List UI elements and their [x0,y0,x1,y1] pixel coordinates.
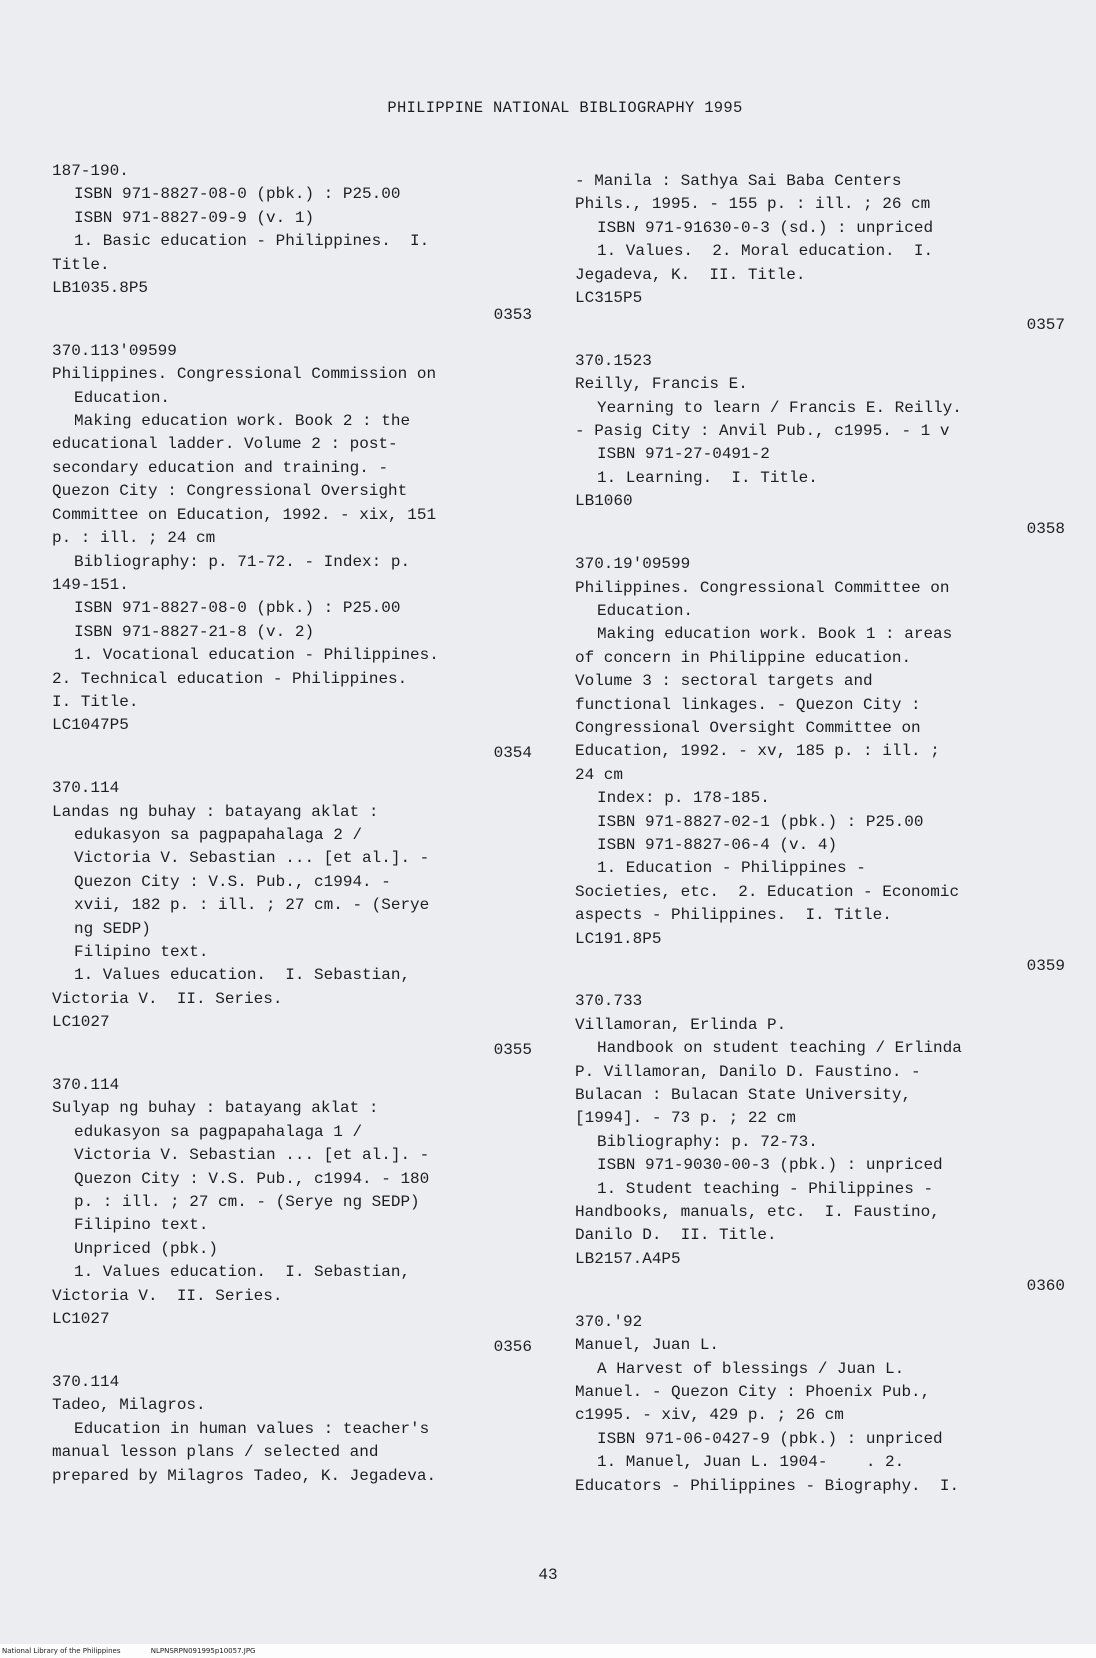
entry-line: Filipino text. [74,1216,209,1235]
entry-line: 1. Basic education - Philippines. I. [74,232,430,251]
entry-line: manual lesson plans / selected and [52,1443,379,1462]
entry-line: Making education work. Book 1 : areas [597,625,953,644]
entry-line: Title. [52,255,110,274]
entry-line: LC1027 [52,1013,110,1032]
left-column [52,160,532,1500]
entry-line: 1. Learning. I. Title. [597,468,818,487]
bibliography-entry [52,777,532,1062]
page-title: PHILIPPINE NATIONAL BIBLIOGRAPHY 1995 [387,99,743,117]
entry-line: 1. Manuel, Juan L. 1904- . 2. [597,1453,905,1472]
entry-line: 370.113'09599 [52,341,177,360]
entry-line: Sulyap ng buhay : batayang aklat : [52,1099,379,1118]
entry-line: ISBN 971-06-0427-9 (pbk.) : unpriced [597,1429,943,1448]
bibliography-entry [52,1074,532,1359]
entry-line: 24 cm [575,765,624,784]
entry-line: Volume 3 : sectoral targets and [575,672,873,691]
entry-line: LB2157.A4P5 [575,1249,681,1268]
footer-file-name: NLPNSRPN091995p10057.JPG [150,1647,256,1655]
entry-number: 0353 [493,306,532,325]
entry-line: P. Villamoran, Danilo D. Faustino. - [575,1062,921,1081]
entry-line: Committee on Education, 1992. - xix, 151 [52,505,437,524]
entry-line: edukasyon sa pagpapahalaga 2 / [74,825,363,844]
entry-number: 0359 [1026,957,1065,975]
entry-line: 370.19'09599 [575,555,691,574]
entry-line: A Harvest of blessings / Juan L. [597,1359,905,1378]
entry-line: ISBN 971-8827-06-4 (v. 4) [597,835,838,854]
entry-line: Unpriced (pbk.) [74,1239,219,1258]
bibliography-entry [575,990,1065,1298]
entry-line: 2. Technical education - Philippines. [52,669,408,688]
entry-line: Yearning to learn / Francis E. Reilly. [597,398,962,417]
entry-line: xvii, 182 p. : ill. ; 27 cm. - (Serye [74,896,430,915]
entry-line: Education. [597,601,694,620]
entry-line: Victoria V. Sebastian ... [et al.]. - [74,1146,430,1165]
entry-line: ISBN 971-8827-08-0 (pbk.) : P25.00 [74,185,401,204]
entry-line: Making education work. Book 2 : the [74,412,411,431]
entry-line: 370.114 [52,779,120,798]
entry-line: Manuel. - Quezon City : Phoenix Pub., [575,1382,931,1401]
entry-line: Victoria V. II. Series. [52,1286,283,1305]
scan-footer [0,1644,1096,1658]
entry-line: Landas ng buhay : batayang aklat : [52,802,379,821]
entry-line: LC1027 [52,1310,110,1329]
entry-line: Congressional Oversight Committee on [575,718,921,737]
entry-line: p. : ill. ; 24 cm [52,529,216,548]
entry-line: Phils., 1995. - 155 p. : ill. ; 26 cm [575,195,931,214]
entry-line: Quezon City : V.S. Pub., c1994. - 180 [74,1169,430,1188]
entry-line: aspects - Philippines. I. Title. [575,906,892,925]
entry-number: 0360 [1026,1277,1065,1296]
page-number: 43 [538,1566,558,1584]
entry-line: Villamoran, Erlinda P. [575,1015,787,1034]
entry-line: 370.1523 [575,351,652,370]
entry-line: c1995. - xiv, 429 p. ; 26 cm [575,1406,844,1425]
entry-line: 370.114 [52,1076,120,1095]
entry-line: Quezon City : V.S. Pub., c1994. - [74,872,391,891]
entry-line: Quezon City : Congressional Oversight [52,482,408,501]
entry-line: LB1035.8P5 [52,279,149,298]
bibliography-entry [575,170,1065,338]
entry-line: Victoria V. II. Series. [52,989,283,1008]
entry-number: 0357 [1026,316,1065,335]
entry-line: [1994]. - 73 p. ; 22 cm [575,1109,796,1128]
entry-line: 1. Values education. I. Sebastian, [74,1263,411,1282]
entry-line: ISBN 971-8827-21-8 (v. 2) [74,622,315,641]
entry-line: Index: p. 178-185. [597,789,770,808]
entry-line: Bibliography: p. 72-73. [597,1132,818,1151]
entry-line: Societies, etc. 2. Education - Economic [575,882,960,901]
entry-line: ng SEDP) [74,919,151,938]
entry-line: Education. [74,388,171,407]
entry-line: secondary education and training. - [52,458,389,477]
entry-line: 1. Vocational education - Philippines. [74,646,439,665]
entry-line: Philippines. Congressional Committee on [575,578,950,597]
entry-number: 0356 [493,1337,532,1356]
entry-line: Philippines. Congressional Commission on [52,365,437,384]
entry-line: LC315P5 [575,289,643,308]
entry-number: 0354 [493,743,532,762]
entry-line: Handbook on student teaching / Erlinda [597,1039,962,1058]
entry-line: LC191.8P5 [575,929,662,948]
entry-line: Jegadeva, K. II. Title. [575,265,806,284]
entry-line: Educators - Philippines - Biography. I. [575,1476,960,1495]
entry-line: 370.114 [52,1372,120,1391]
entry-line: Bibliography: p. 71-72. - Index: p. [74,552,411,571]
entry-line: LB1060 [575,492,633,511]
bibliography-entry [575,1311,1065,1510]
entry-line: 1. Values. 2. Moral education. I. [597,242,934,261]
entry-line: Tadeo, Milagros. [52,1396,206,1415]
bibliography-entry [52,340,532,765]
entry-line: 370.733 [575,992,643,1011]
entry-line: educational ladder. Volume 2 : post- [52,435,398,454]
entry-line: Reilly, Francis E. [575,375,748,394]
entry-line: functional linkages. - Quezon City : [575,695,921,714]
entry-line: Bulacan : Bulacan State University, [575,1086,912,1105]
entry-number: 0358 [1026,519,1065,538]
entry-line: p. : ill. ; 27 cm. - (Serye ng SEDP) [74,1193,420,1212]
entry-line: of concern in Philippine education. [575,648,912,667]
entry-line: - Manila : Sathya Sai Baba Centers [575,172,902,190]
bibliography-entry [575,553,1065,978]
entry-line: ISBN 971-91630-0-3 (sd.) : unpriced [597,218,934,237]
entry-line: 149-151. [52,575,129,594]
entry-line: Manuel, Juan L. [575,1336,720,1355]
entry-line: 1. Values education. I. Sebastian, [74,966,411,985]
bibliography-entry [52,160,532,328]
entry-line: 370.'92 [575,1312,643,1331]
entry-line: 187-190. [52,162,129,180]
entry-line: 1. Education - Philippines - [597,859,866,878]
entry-line: ISBN 971-9030-00-3 (pbk.) : unpriced [597,1156,943,1175]
entry-line: Danilo D. II. Title. [575,1226,777,1245]
entry-line: I. Title. [52,692,139,711]
entry-line: Education, 1992. - xv, 185 p. : ill. ; [575,742,940,761]
entry-line: edukasyon sa pagpapahalaga 1 / [74,1122,363,1141]
right-column [575,170,1065,1510]
entry-line: - Pasig City : Anvil Pub., c1995. - 1 v [575,422,950,441]
footer-library: National Library of the Philippines [2,1647,121,1655]
entry-line: Education in human values : teacher's [74,1419,430,1438]
bibliography-entry [52,1371,532,1500]
entry-line: ISBN 971-8827-02-1 (pbk.) : P25.00 [597,812,924,831]
entry-line: prepared by Milagros Tadeo, K. Jegadeva. [52,1466,437,1485]
entry-line: ISBN 971-8827-09-9 (v. 1) [74,208,315,227]
entry-line: ISBN 971-27-0491-2 [597,445,770,464]
entry-line: Filipino text. [74,943,209,961]
entry-line: 1. Student teaching - Philippines - [597,1179,934,1198]
entry-number: 0355 [493,1040,532,1059]
entry-line: ISBN 971-8827-08-0 (pbk.) : P25.00 [74,599,401,618]
entry-line: Victoria V. Sebastian ... [et al.]. - [74,849,430,868]
entry-line: LC1047P5 [52,716,129,735]
bibliography-entry [575,350,1065,541]
entry-line: Handbooks, manuals, etc. I. Faustino, [575,1203,940,1222]
